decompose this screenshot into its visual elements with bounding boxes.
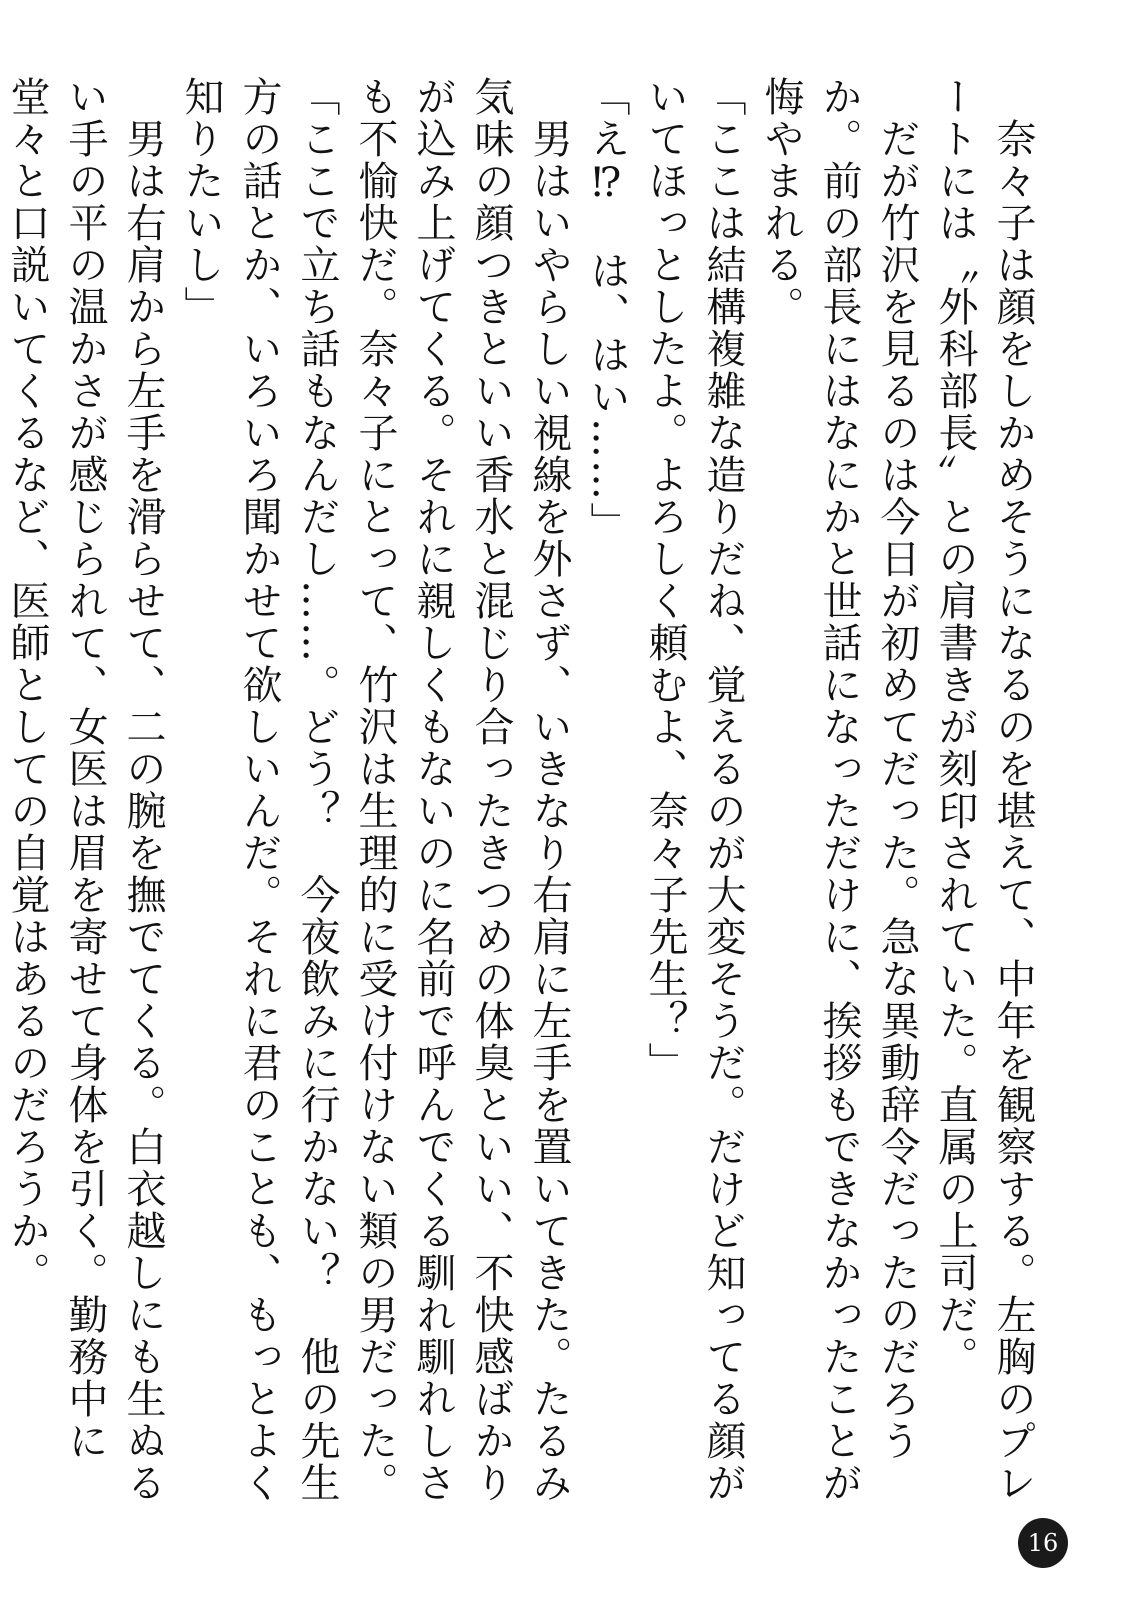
paragraph: 男はいやらしい視線を外さず、いきなり右肩に左手を置いてきた。たるみ気味の顔つきといい香水と混じり合ったきつめの体臭といい、不快感ばかりが込み上げてくる。それに親しくもないのに名前で呼んでくる馴れ馴れしさも不愉快だ。奈々子にとって、竹沢は生理的に受け付けない類の男だった。 (352, 76, 572, 1504)
page-number-badge: 16 (1018, 1518, 1068, 1568)
paragraph: 奈々子は顔をしかめそうになるのを堪えて、中年を観察する。左胸のプレートには〝外科部長〟との肩書きが刻印されていた。直属の上司だ。 (932, 76, 1036, 1504)
paragraph: 男は右肩から左手を滑らせて、二の腕を撫でてくる。白衣越しにも生ぬるい手の平の温かさが感じられて、女医は眉を寄せて身体を引く。勤務中に堂々と口説いてくるなど、医師としての自覚はあるのだろうか。 (4, 76, 166, 1504)
paragraph: 「ここで立ち話もなんだし……。どう？ 今夜飲みに行かない？ 他の先生方の話とか、いろいろ聞かせて欲しいんだ。それに君のことも、もっとよく知りたいし」 (178, 76, 340, 1504)
paragraph: 「え⁉ は、はい……」 (584, 76, 630, 544)
paragraph: 「ここは結構複雑な造りだね、覚えるのが大変そうだ。だけど知ってる顔がいてほっとしたよ。よろしく頼むよ、奈々子先生？」 (642, 76, 746, 1504)
paragraph: だが竹沢を見るのは今日が初めてだった。急な異動辞令だったのだろうか。前の部長にはなにかと世話になっただけに、挨拶もできなかったことが悔やまれる。 (758, 76, 920, 1504)
page-body-text (4, 76, 1042, 1516)
